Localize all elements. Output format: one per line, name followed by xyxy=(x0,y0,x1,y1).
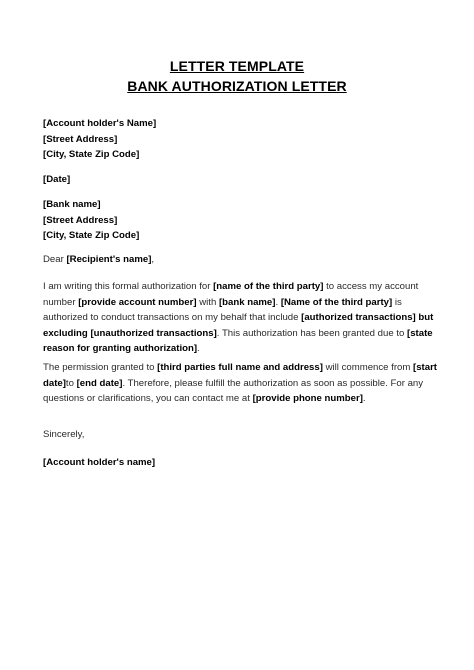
placeholder-field: [provide phone number] xyxy=(252,393,363,404)
body-text: The permission granted to xyxy=(43,362,158,373)
placeholder-field: [name of the third party] xyxy=(213,281,324,292)
placeholder-field: [start date] xyxy=(43,362,438,389)
placeholder-field: [Name of the third party] xyxy=(280,296,393,308)
body-text: will commence from xyxy=(322,362,414,373)
body-text: with xyxy=(196,296,219,308)
salutation-suffix: , xyxy=(151,254,155,265)
body-text: to access my account number xyxy=(43,281,419,308)
sender-address-block xyxy=(43,116,443,163)
sender-street: [Street Address] xyxy=(43,133,118,145)
body-text: is authorized to conduct transactions on my behalf that include xyxy=(43,296,402,323)
closing: Sincerely, xyxy=(43,429,85,440)
salutation-recipient: [Recipient's name] xyxy=(66,254,152,265)
body-text: . xyxy=(275,296,281,308)
date-block xyxy=(43,172,443,188)
placeholder-field: [end date] xyxy=(76,377,123,389)
salutation-prefix: Dear xyxy=(43,254,67,265)
title-bank-authorization-letter: BANK AUTHORIZATION LETTER xyxy=(127,78,347,94)
letter-date: [Date] xyxy=(43,174,71,185)
bank-name: [Bank name] xyxy=(43,199,101,210)
body-text: . This authorization has been granted due to xyxy=(216,327,408,339)
title-letter-template: LETTER TEMPLATE xyxy=(169,58,305,74)
placeholder-field: [authorized transactions] xyxy=(301,312,416,323)
placeholder-field: [third parties full name and address] xyxy=(157,362,323,373)
body-text: . xyxy=(197,343,200,354)
salutation xyxy=(43,252,443,268)
signature-name: [Account holder's name] xyxy=(43,457,156,468)
body-text: I am writing this formal authorization for xyxy=(43,281,214,292)
body-text: . xyxy=(362,393,366,404)
paragraph-permission xyxy=(43,360,443,407)
placeholder-field: [provide account number] xyxy=(78,296,197,308)
bank-street: [Street Address] xyxy=(43,214,118,226)
placeholder-field: [state reason for granting authorization] xyxy=(43,327,433,354)
bank-city: [City, State Zip Code] xyxy=(43,230,140,241)
body-text: to xyxy=(65,377,77,389)
placeholder-field: but excluding [unauthorized transactions] xyxy=(43,312,434,339)
bank-address-block xyxy=(43,197,443,244)
placeholder-field: [bank name] xyxy=(218,296,276,308)
signature-block xyxy=(43,455,443,471)
sender-city: [City, State Zip Code] xyxy=(43,149,140,160)
body-text: . Therefore, please fulfill the authorization as soon as possible. For any questions or clarifications, you can contact me at xyxy=(43,377,424,404)
paragraph-authorization xyxy=(43,279,443,357)
sender-name: [Account holder's Name] xyxy=(43,118,157,129)
